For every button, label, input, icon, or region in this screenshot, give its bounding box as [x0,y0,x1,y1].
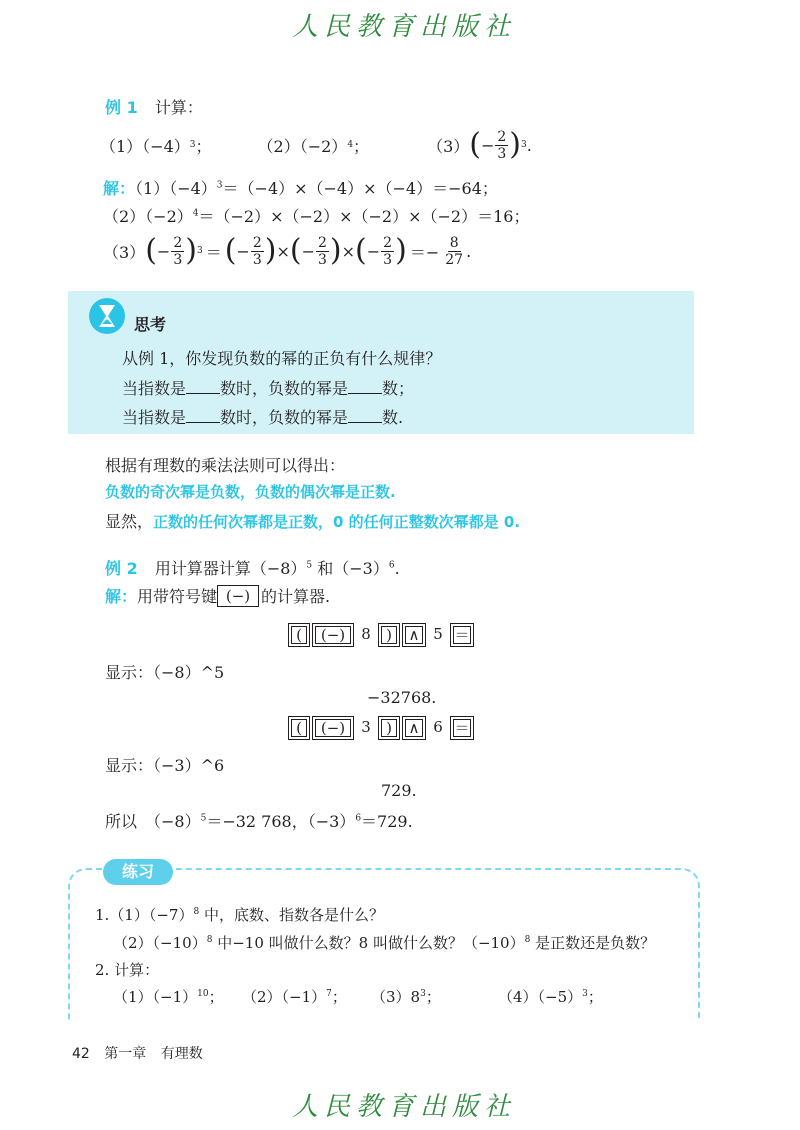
rd: 27 [445,251,464,268]
p-open4: ( [355,233,367,268]
q2i3a: （3）8 [371,988,421,1006]
p-open: ( [145,233,157,268]
fd4: 3 [383,251,393,268]
s2-b: ＝（−2）×（−2）×（−2）×（−2）＝16； [198,207,530,226]
example2-heading [105,556,400,579]
c-sup2: 6 [355,813,362,824]
minus-sign: − [480,135,495,155]
q12sup: 8 [206,935,213,945]
s1-a: （1）（−4） [135,179,217,198]
q2i3sup: 3 [420,989,426,999]
blank3[interactable] [186,408,220,423]
item2-text: （2）（−2） [257,136,348,156]
item3-text: （3） [427,136,470,156]
blank2[interactable] [348,379,382,394]
fn3: 2 [318,234,327,251]
key-open-paren[interactable]: ( [288,623,310,647]
p-open3: ( [289,233,302,268]
t2b: 数时，负数的幂是 [220,408,349,427]
example2-solution [105,584,330,607]
p-close3: ) [329,233,342,268]
rule-highlight2: 正数的任何次幂都是正数，0 的任何正整数次幂都是 0. [153,513,521,531]
display2-label: 显示：（−3）^6 [105,756,225,775]
chapter-title: 有理数 [160,1046,203,1062]
s1-b: ＝（−4）×（−4）×（−4）＝−64； [222,179,498,198]
frac-den: 3 [497,145,507,162]
fn2: 2 [252,234,262,251]
display1-label: 显示：（−8）^5 [105,663,225,682]
item3-fraction [495,129,508,162]
exercise-q2-item3 [371,986,441,1007]
q2i4b: ； [587,988,603,1006]
eq1: ＝ [205,242,222,262]
think-title: 思考 [134,315,167,334]
exercise-q1 [95,904,384,925]
p-open2: ( [224,233,237,268]
item1-sep: ； [195,136,212,156]
exercise-q2-item1 [113,986,224,1007]
example2-conclusion [105,809,413,832]
times1: × [276,241,290,261]
e2-tc: . [394,559,400,578]
fn1: 2 [173,234,183,251]
key-digit[interactable]: 3 [361,718,371,736]
paren-close: ) [509,127,522,162]
s3-label: （3） [103,242,146,262]
q1sup: 8 [193,907,200,917]
example1-label: 例 1 [105,98,138,117]
e2-ta: 用计算器计算（−8） [154,559,307,578]
rule-intro: 根据有理数的乘法法则可以得出： [105,456,346,475]
key-digit[interactable]: 5 [433,625,443,643]
eq2: ＝− [409,242,440,262]
e2-sup1: 5 [306,560,313,571]
q2i1b: ； [208,988,224,1006]
think-question: 从例 1，你发现负数的幂的正负有什么规律？ [122,349,442,368]
q1a: 1.（1）（−7） [95,906,194,924]
q12sup2: 8 [524,935,531,945]
key-open-paren[interactable]: ( [288,716,310,740]
t1c: 数； [382,379,415,398]
s3-frac3 [316,235,329,268]
q2i4sup: 3 [582,989,588,999]
hourglass-icon [88,297,126,335]
t1a: 当指数是 [122,379,187,398]
t1b: 数时，负数的幂是 [220,379,349,398]
e2-tb: 和（−3） [312,559,389,578]
p-close2: ) [264,233,277,268]
key-negative[interactable]: (−) [312,623,354,647]
page-footer [72,1043,203,1063]
rn: 8 [449,234,459,251]
item3-end: . [526,135,532,155]
q2i2sup: 7 [326,989,332,999]
think-line1 [122,376,414,399]
q2i1a: （1）（−1） [113,988,198,1006]
fd1: 3 [173,251,183,268]
exercise-label: 练习 [103,859,173,885]
fn4: 2 [383,234,393,251]
solution1-line3: （3） ( − $\frac{2}{3}$ ) 3 ＝ ( − $\frac{2}{3}$ ) × ( − $\frac{2}{3}$ ) × ( − $\frac{2}{3}$ ) ＝− $\frac{8}{27}$ . [103,233,472,268]
example1-title: 计算： [154,98,203,117]
rule-line2 [105,509,520,532]
exercise-q2-item4 [498,986,603,1007]
p-close4: ) [395,233,407,268]
negative-key[interactable]: (−) [217,585,259,607]
s2-sup: 4 [192,208,199,219]
blank4[interactable] [348,408,382,423]
result1: −32768. [367,688,437,707]
m4: − [366,241,381,261]
s1-sup: 3 [216,180,223,191]
solution1-line2 [103,204,529,227]
q12a: （2）（−10） [113,934,207,952]
exercise-q2-item2 [242,986,347,1007]
m3: − [301,241,315,261]
key-power[interactable]: ∧ [402,716,426,740]
c-b: ＝−32 768，（−3） [206,812,356,831]
paren-open: ( [469,127,481,162]
chapter-label: 第一章 [104,1046,147,1062]
item2-sep: ； [353,136,370,156]
q2i1sup: 10 [197,989,209,999]
frac-num: 2 [497,128,507,145]
key-sequence-1 [288,623,476,647]
q2i2a: （2）（−1） [242,988,327,1006]
key-equals[interactable]: ＝ [450,623,474,647]
exercise-q1-2 [113,932,655,953]
blank1[interactable] [186,379,220,394]
key-digit[interactable]: 8 [361,625,371,643]
header-publisher: 人民教育出版社 [292,12,517,42]
item1-text: （1）（−4） [100,136,190,156]
key-equals[interactable]: ＝ [450,716,474,740]
s3-result [443,235,465,268]
example1-items: （1）（−4） 3 ； （2）（−2） 4 ； （3） ( − $\frac{2}{3}$ ) 3 . [100,127,532,162]
p-close: ) [185,233,197,268]
m1: − [156,241,171,261]
e2-sup2: 6 [388,560,395,571]
example1-heading [105,95,203,118]
footer-publisher: 人民教育出版社 [292,1092,517,1122]
key-close-paren[interactable]: ) [378,716,400,740]
rule-highlight1: 负数的奇次幂是负数，负数的偶次幂是正数. [105,483,396,501]
key-digit[interactable]: 6 [433,718,443,736]
think-line2 [122,405,403,428]
key-sequence-2 [288,716,476,740]
c-sup1: 5 [200,813,207,824]
c-c: ＝729. [361,812,413,831]
s3-frac4 [381,235,394,268]
times2: × [341,241,356,261]
key-close-paren[interactable]: ) [378,623,400,647]
s3-frac1 [171,235,184,268]
q1b: 中，底数、指数各是什么？ [199,906,384,924]
key-negative[interactable]: (−) [312,716,354,740]
q12c: 是正数还是负数？ [530,934,656,952]
e2-sa: 用带符号键 [137,587,218,606]
exercise-q2: 2. 计算： [95,961,160,979]
fd3: 3 [318,251,327,268]
t2c: 数. [382,408,404,427]
q2i4a: （4）（−5） [498,988,583,1006]
end-dot: . [466,241,472,261]
t2a: 当指数是 [122,408,187,427]
example2-solution-label: 解： [105,587,138,606]
solution1-line1 [103,176,498,199]
e2-sb: 的计算器. [261,587,331,606]
rule-prefix: 显然， [105,512,154,531]
m2: − [236,241,250,261]
page-number: 42 [72,1046,90,1062]
q2i3b: ； [425,988,441,1006]
fd2: 3 [252,251,262,268]
example2-label: 例 2 [105,559,138,578]
solution1-label: 解： [103,179,136,198]
q12b: 中−10 叫做什么数？8 叫做什么数？（−10） [212,934,525,952]
q2i2b: ； [331,988,347,1006]
s3-frac2 [251,235,264,268]
key-power[interactable]: ∧ [402,623,426,647]
s2-a: （2）（−2） [103,207,193,226]
c-a: 所以 （−8） [105,812,201,831]
result2: 729. [381,781,417,800]
